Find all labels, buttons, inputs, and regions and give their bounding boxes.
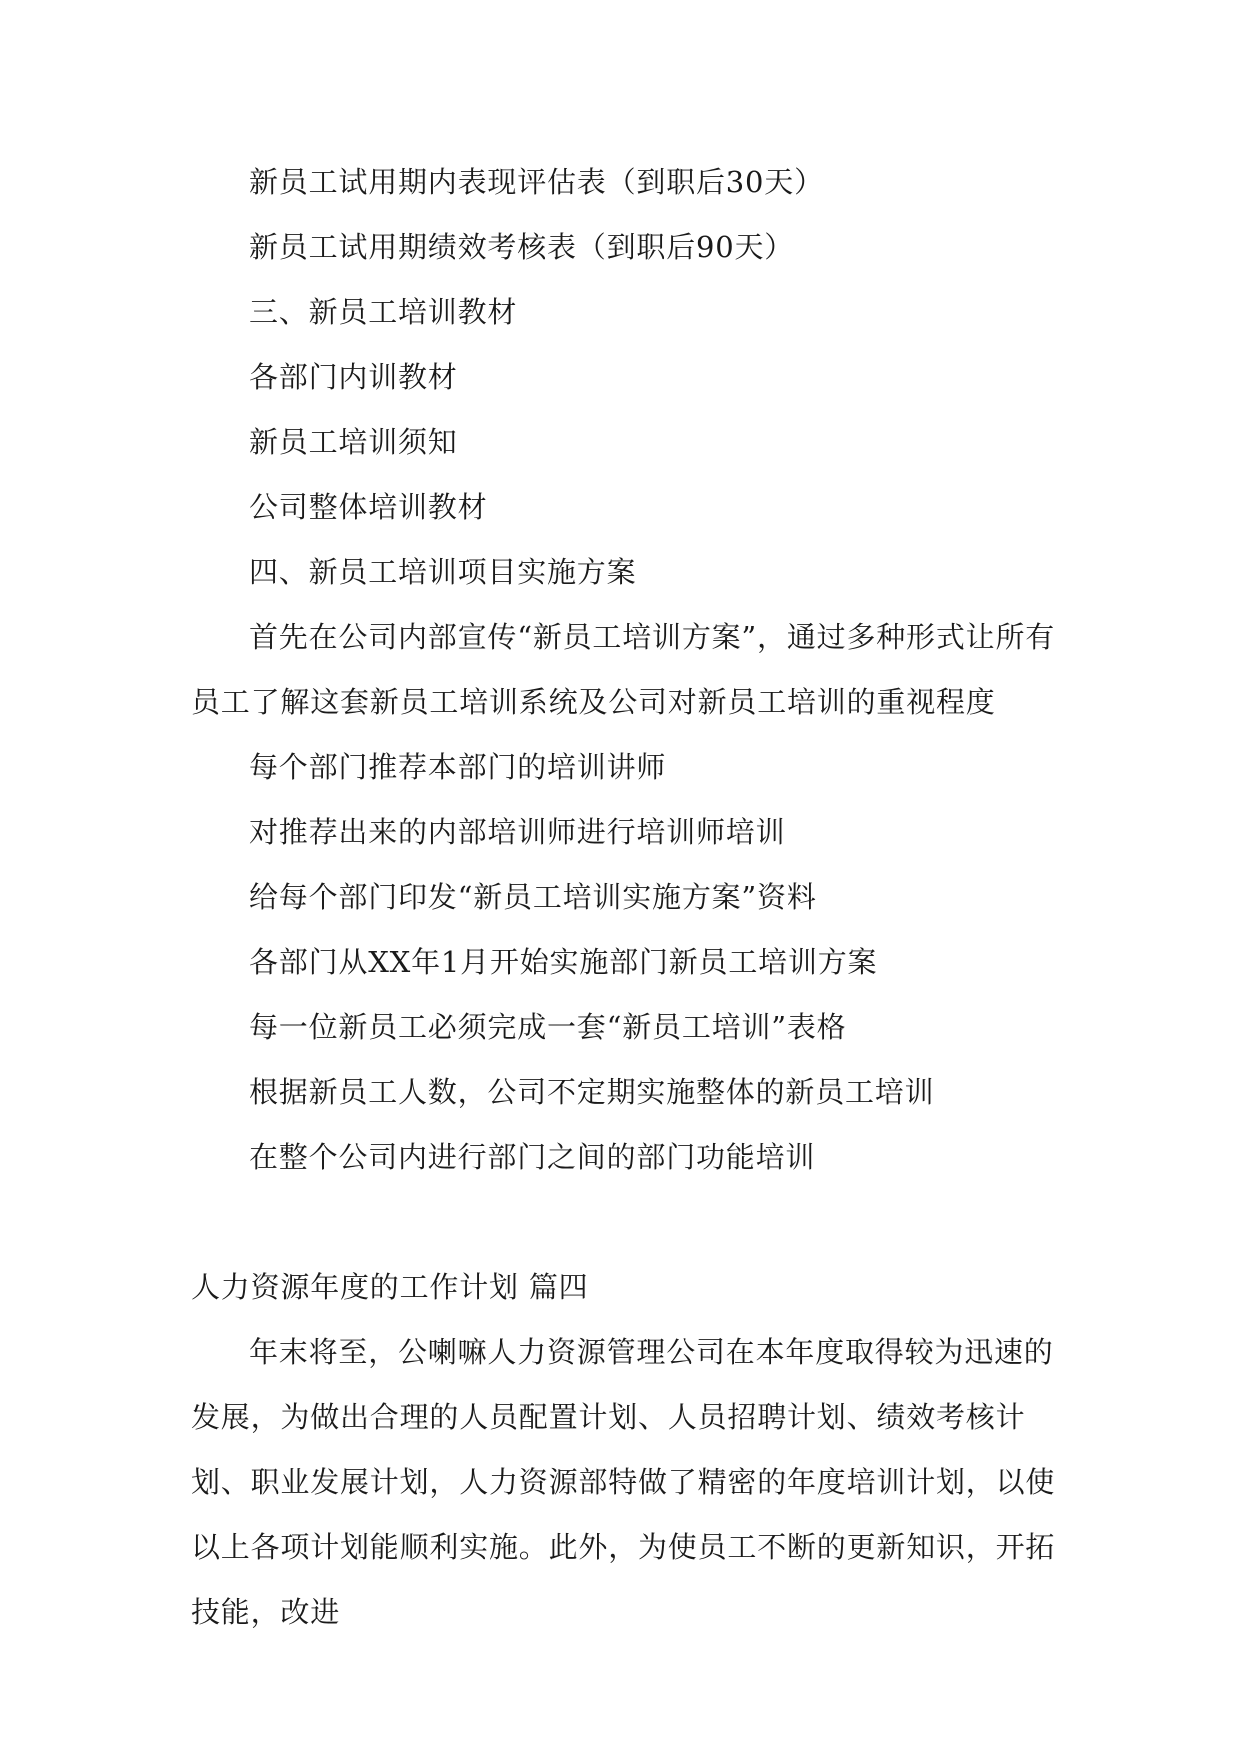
step-recommend-trainers: 每个部门推荐本部门的培训讲师 <box>249 750 667 784</box>
step-company-training: 根据新员工人数，公司不定期实施整体的新员工培训 <box>249 1075 935 1109</box>
line-probation-evaluation-30: 新员工试用期内表现评估表（到职后30天） <box>249 165 824 199</box>
step-cross-department-training: 在整个公司内进行部门之间的部门功能培训 <box>249 1140 816 1174</box>
section-spacer <box>191 1190 1061 1255</box>
step-train-trainers: 对推荐出来的内部培训师进行培训师培训 <box>249 815 786 849</box>
line-probation-performance-90: 新员工试用期绩效考核表（到职后90天） <box>249 230 795 264</box>
step-start-implementation: 各部门从XX年1月开始实施部门新员工培训方案 <box>249 945 878 979</box>
paragraph-intro: 年末将至，公喇嘛人力资源管理公司在本年度取得较为迅速的发展，为做出合理的人员配置计划、人员招聘计划、绩效考核计划、职业发展计划，人力资源部特做了精密的年度培训计划，以使以上各项计划能顺利实施。此外，为使员工不断的更新知识，开拓技能，改进 <box>191 1335 1056 1629</box>
paragraph-publicity: 首先在公司内部宣传“新员工培训方案”，通过多种形式让所有员工了解这套新员工培训系统及公司对新员工培训的重视程度 <box>191 620 1056 719</box>
line-department-materials: 各部门内训教材 <box>249 360 458 394</box>
heading-implementation-plan: 四、新员工培训项目实施方案 <box>249 555 637 589</box>
step-distribute-plan: 给每个部门印发“新员工培训实施方案”资料 <box>249 880 817 914</box>
document-body <box>191 150 1061 1645</box>
line-company-materials: 公司整体培训教材 <box>249 490 488 524</box>
section-title: 人力资源年度的工作计划 篇四 <box>191 1270 589 1304</box>
step-complete-forms: 每一位新员工必须完成一套“新员工培训”表格 <box>249 1010 847 1044</box>
line-training-notice: 新员工培训须知 <box>249 425 458 459</box>
heading-training-materials: 三、新员工培训教材 <box>249 295 518 329</box>
